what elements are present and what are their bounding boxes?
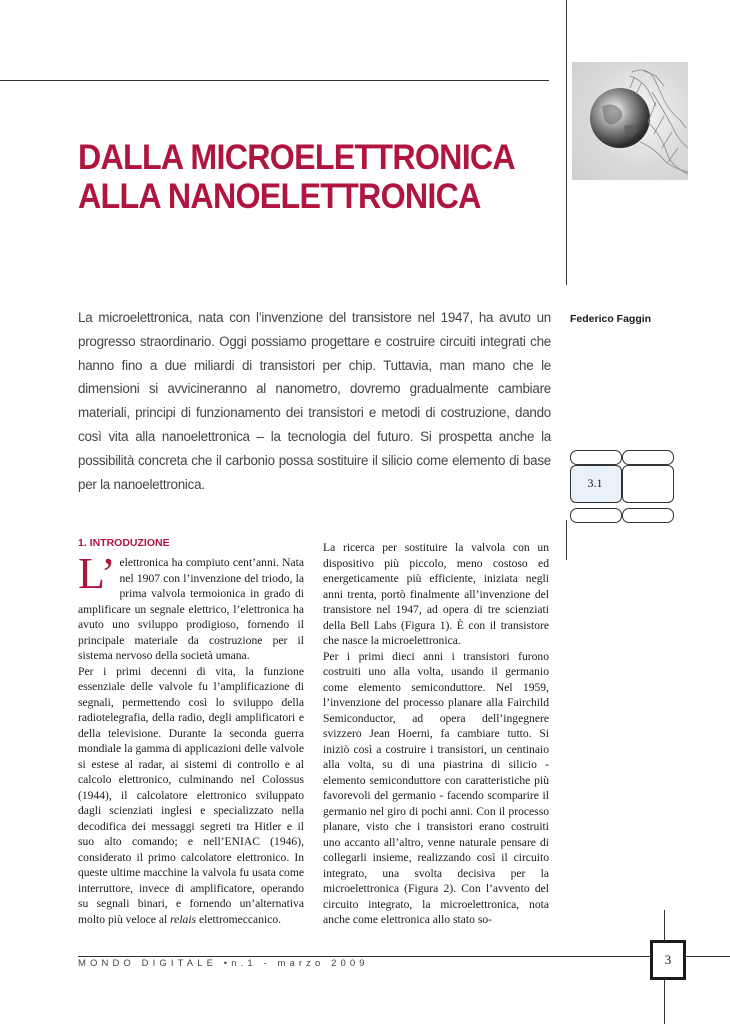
section-heading: 1. INTRODUZIONE [78,537,170,549]
paragraph-intro: L’ elettronica ha compiuto cent’anni. Nata nel 1907 con l’invenzione del triodo, la prima valvola termoionica in grado di amplificare un segnale elettrico, l’elettronica ha avuto uno sviluppo prodigioso, fornendo il principale materiale da costruzione per il sistema nervoso della società umana. [78,549,304,662]
box-top-right [622,450,674,465]
column-vertical-rule [566,520,567,560]
footer-journal: MONDO DIGITALE •n.1 - marzo 2009 [78,958,369,969]
paragraph-planar: Per i primi dieci anni i transistori furono costruiti uno alla volta, usando il germanio come elemento semiconduttore. Nel 1959, l’invenzione del processo planare alla Fairchild Semiconductor, ad opera dell’ingegnere svizzero Jean Hoerni, fa cambiare tutto. Si iniziò così a costruire i transistori, un centinaio alla volta, su di una piastrina di silicio - elemento semiconduttore con caratteristiche più favorevoli del germanio - facendo scomparire il germanio nel giro di pochi anni. Con il processo planare, visto che i transistori erano costruiti uno accanto all’altro, venne naturale pensare di collegarli insieme, realizzando così il circuito integrato, una svolta decisiva per la microelettronica (Figura 2). Con l’avvento del circuito integrato, la microelettronica, nota anche come elettronica allo stato so- [323,649,549,926]
top-vertical-rule [566,0,567,285]
abstract-text: La microelettronica, nata con l’invenzione del transistore nel 1947, ha avuto un progresso straordinario. Oggi possiamo progettare e costruire circuiti integrati che hanno fino a due miliardi di transistori per chip. Tuttavia, man mano che le dimensioni si avvicineranno al nanometro, dovremo gradualmente cambiare materiali, principi di funzionamento dei transistori e metodi di costruzione, dando così vita alla nanoelettronica – la tecnologia del futuro. Si prospetta anche la possibilità concreta che il carbonio possa sostituire il silicio come elemento di base per la nanoelettronica. [78,310,551,492]
drop-cap: L’ [78,549,116,598]
box-top-left [570,450,622,465]
paragraph-transistor: La ricerca per sostituire la valvola con un dispositivo più piccolo, meno costoso ed energeticamente più efficiente, iniziata negli anni trenta, portò finalmente all’invenzione del transistore nel 1947, ad opera di tre scienziati della Bell Labs (Figura 1). È con il transistore che nasce la microelettronica. [323,541,549,647]
title-line-2: ALLA NANOELETTRONICA [78,177,481,216]
paragraph-valves: Per i primi decenni di vita, la funzione essenziale delle valvole fu l’amplificazione di segnali, permettendo così lo sviluppo della radiotelegrafia, della radio, degli amplificatori e della televisione. Durante la seconda guerra mondiale la gamma di applicazioni delle valvole si estese al radar, ai sistemi di controllo e al calcolo elettronico, culminando nel Colossus (1944), il calcolatore elettronico sviluppato dagli scienziati inglesi e specializzato nella decodifica dei messaggi segreti tra Hitler e il suo alto comando; e nell’ENIAC (1946), considerato il primo calcolatore elettronico. In queste ultime macchine la valvola fu usata come interruttore, invece di amplificatore, operando su segnali binari, e fornendo un’alternativa molto più veloce al relais elettromeccanico. [78,664,304,926]
box-right-tall [622,465,674,503]
footer-horizontal-rule [78,956,730,957]
box-bottom-right [622,508,674,523]
article-title [78,138,520,216]
box-bottom-left [570,508,622,523]
globe-hand-illustration [572,62,688,180]
page-number: 3 [653,943,683,977]
body-column-2 [323,540,549,928]
title-line-1: DALLA MICROELETTRONICA [78,138,515,177]
author-name: Federico Faggin [570,313,652,325]
body-column-1 [78,549,304,927]
section-number: 3.1 [587,475,603,490]
header-horizontal-rule [0,80,549,81]
